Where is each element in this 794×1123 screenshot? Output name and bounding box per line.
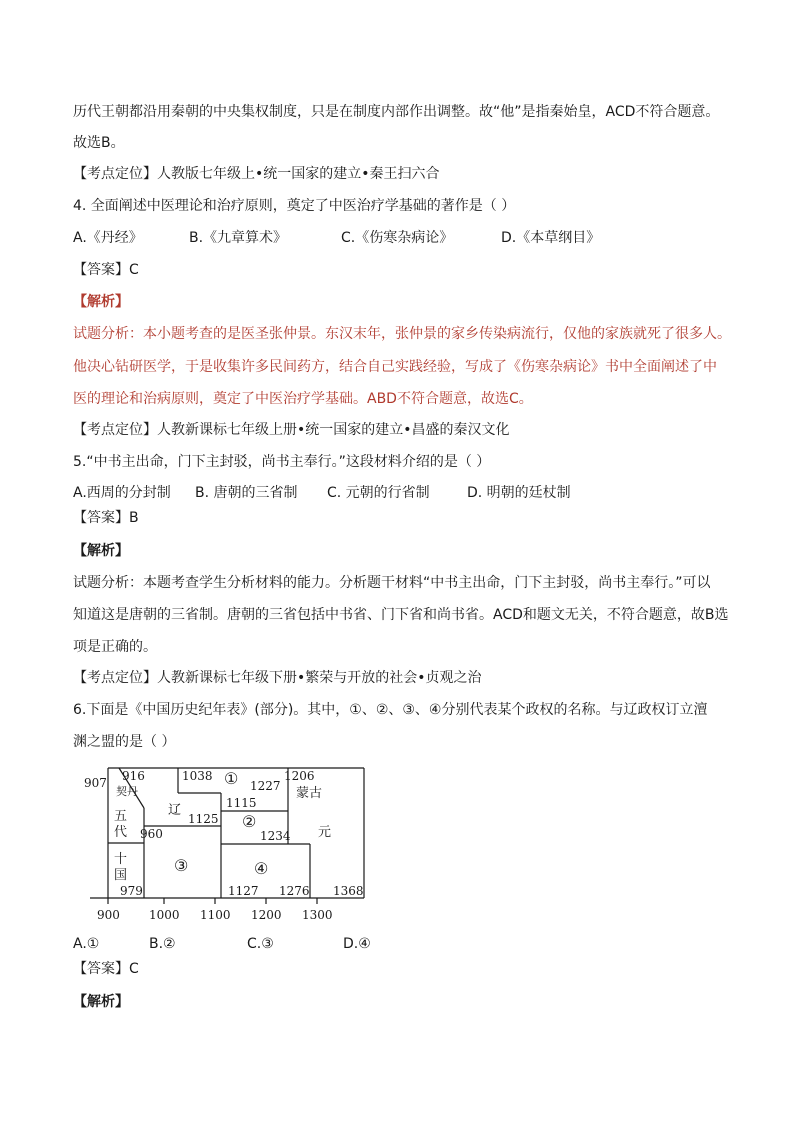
q5-answer: 【答案】B [73,510,139,526]
q4-kaodian: 【考点定位】人教新课标七年级上册•统一国家的建立•昌盛的秦汉文化 [73,422,510,438]
q4-answer: 【答案】C [73,262,139,278]
label-mongol: 蒙古 [296,786,323,801]
year-1125: 1125 [188,812,219,826]
q6-question-1: 6.下面是《中国历史纪年表》(部分)。其中，①、②、③、④分别代表某个政权的名称。与辽政权订立澶 [73,702,708,718]
q6-option-c: C.③ [247,936,274,952]
q5-question: 5.“中书主出命，门下主封驳，尚书主奉行。”这段材料介绍的是（ ） [73,454,491,470]
q5-option-c: C. 元朝的行省制 [327,485,430,501]
year-1038: 1038 [182,769,213,783]
axis-tick-1200: 1200 [251,908,282,922]
q6-jiexi-label: 【解析】 [73,994,129,1010]
q6-option-a: A.① [73,936,100,952]
axis-tick-900: 900 [97,908,120,922]
q5-kaodian: 【考点定位】人教新课标七年级下册•繁荣与开放的社会•贞观之治 [73,670,482,686]
q6-question-2: 渊之盟的是（ ） [73,734,176,750]
label-khitan: 契丹 [116,785,138,798]
q6-option-d: D.④ [343,936,371,952]
year-1368: 1368 [333,884,364,898]
label-circle-4: ④ [254,859,269,878]
q4-options [73,228,600,248]
q4-analysis-2: 他决心钻研医学，于是收集许多民间药方，结合自己实践经验，写成了《伤寒杂病论》书中全面阐述了中 [73,359,717,375]
year-1227: 1227 [250,779,281,793]
year-960: 960 [140,827,163,841]
q5-analysis-2: 知道这是唐朝的三省制。唐朝的三省包括中书省、门下省和尚书省。ACD和题文无关，不符合题意，故B选 [73,607,729,623]
prev-answer-line-2: 故选B。 [73,135,125,151]
q4-analysis-1: 试题分析：本小题考查的是医圣张仲景。东汉末年，张仲景的家乡传染病流行，仅他的家族就死了很多人。 [73,326,731,342]
history-timeline-chart [78,762,378,928]
q4-analysis-3: 医的理论和治病原则，奠定了中医治疗学基础。ABD不符合题意，故选C。 [73,391,533,407]
axis-tick-1300: 1300 [302,908,333,922]
year-979: 979 [120,884,143,898]
q5-options [73,483,571,503]
q5-option-a: A.西周的分封制 [73,485,171,501]
label-wu: 五 [114,809,128,824]
year-907: 907 [84,776,107,790]
label-circle-3: ③ [174,856,189,875]
year-1115: 1115 [226,796,257,810]
year-1206: 1206 [284,769,315,783]
label-dai: 代 [114,825,128,840]
q6-option-b: B.② [149,936,176,952]
q4-option-b: B.《九章算术》 [189,230,288,246]
q4-option-a: A.《丹经》 [73,230,143,246]
q4-question: 4. 全面阐述中医理论和治疗原则，奠定了中医治疗学基础的著作是（ ） [73,198,516,214]
q5-option-b: B. 唐朝的三省制 [195,485,298,501]
q5-option-d: D. 明朝的廷杖制 [467,485,571,501]
label-yuan: 元 [318,825,332,840]
prev-answer-line-1: 历代王朝都沿用秦朝的中央集权制度，只是在制度内部作出调整。故“他”是指秦始皇，ACD不符合题意。 [73,104,720,120]
label-shi: 十 [114,852,128,867]
q5-analysis-3: 项是正确的。 [73,639,157,655]
q5-analysis-1: 试题分析：本题考查学生分析材料的能力。分析题干材料“中书主出命，门下主封驳，尚书主奉行。”可以 [73,575,711,591]
axis-tick-1100: 1100 [200,908,231,922]
label-guo: 国 [114,868,128,883]
year-1127: 1127 [228,884,259,898]
q4-jiexi-label: 【解析】 [73,294,129,310]
q6-answer: 【答案】C [73,961,139,977]
year-1276: 1276 [279,884,310,898]
label-circle-1: ① [224,769,239,788]
label-circle-2: ② [242,812,257,831]
label-liao: 辽 [168,803,182,818]
q4-option-c: C.《伤寒杂病论》 [341,230,454,246]
q4-option-d: D.《本草纲目》 [501,230,601,246]
axis-tick-1000: 1000 [149,908,180,922]
q5-jiexi-label: 【解析】 [73,543,129,559]
q6-options [73,934,371,954]
year-916: 916 [122,769,145,783]
prev-kaodian: 【考点定位】人教版七年级上•统一国家的建立•秦王扫六合 [73,166,440,182]
year-1234: 1234 [260,829,291,843]
